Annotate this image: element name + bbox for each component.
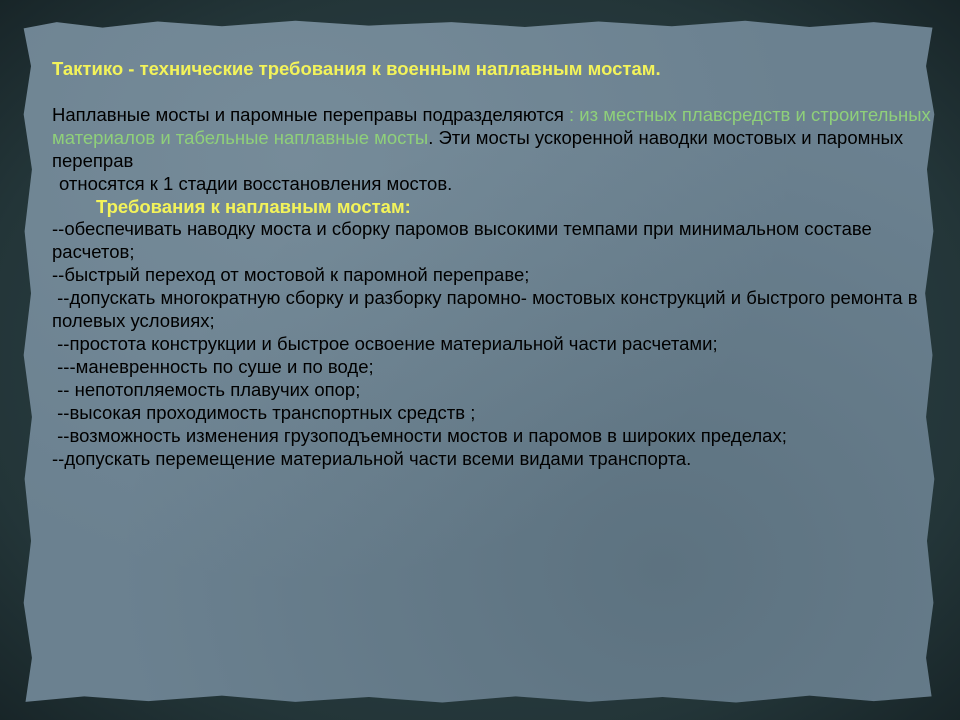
intro-highlight: : из местных плавсредств и строительных материалов и табельные наплавные мосты (52, 103, 931, 148)
requirements-heading: Требования к наплавным мостам: (96, 195, 411, 217)
requirement-item: --допускать многократную сборку и разборку паромно- мостовых конструкций и быстрого ремонта в полевых условиях; (52, 287, 923, 332)
spacer (52, 81, 932, 104)
requirement-item: --возможность изменения грузоподъемности мостов и паромов в широких пределах; (52, 424, 787, 446)
intro-paragraph (52, 104, 932, 173)
requirement-item: --быстрый переход от мостовой к паромной переправе; (52, 264, 530, 286)
intro-text-a: Наплавные мосты и паромные переправы подразделяются (52, 103, 570, 125)
requirement-item: ---маневренность по суше и по воде; (52, 355, 374, 377)
intro-line-c: относятся к 1 стадии восстановления мостов. (59, 172, 453, 194)
slide-content (52, 58, 932, 470)
requirement-item: -- непотопляемость плавучих опор; (52, 378, 361, 400)
requirement-item: --допускать перемещение материальной части всеми видами транспорта. (52, 447, 692, 469)
slide-title: Тактико - технические требования к военным наплавным мостам. (52, 58, 661, 79)
requirement-item: --обеспечивать наводку моста и сборку паромов высокими темпами при минимальном составе расчетов; (52, 218, 872, 263)
intro-text-b: . Эти мосты ускоренной наводки мостовых и паромных переправ (52, 126, 904, 171)
requirement-item: --высокая проходимость транспортных средств ; (52, 401, 476, 423)
requirement-item: --простота конструкции и быстрое освоение материальной части расчетами; (52, 332, 718, 354)
